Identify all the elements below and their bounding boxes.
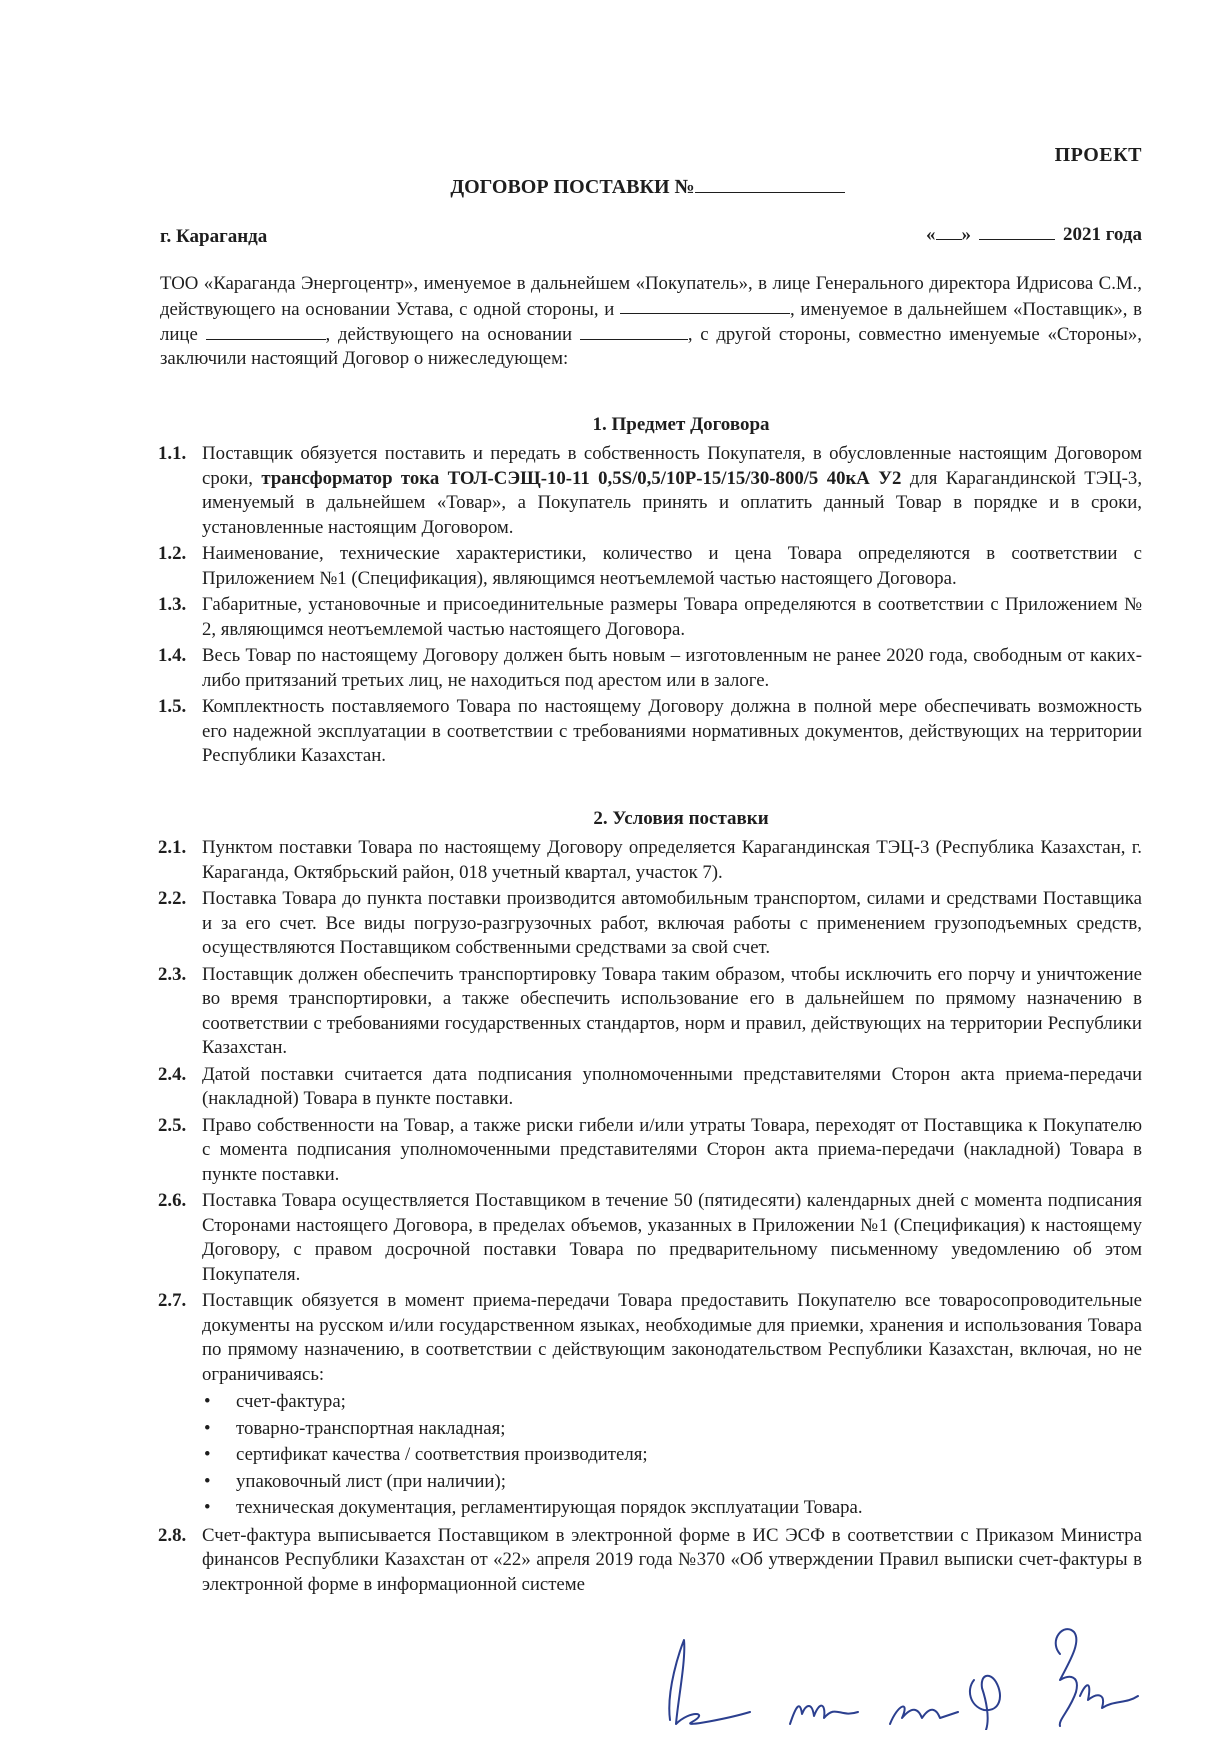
section-subject [160, 414, 1142, 771]
clause-text: Счет-фактура выписывается Поставщиком в электронной форме в ИС ЭСФ в соответствии с Приказом Министра финансов Республики Казахстан от «22» апреля 2019 года №370 «Об утверждении Правил выписки счет-фактуры в электронной форме в информационной системе [202, 1524, 1142, 1595]
contract-date [926, 222, 1142, 246]
clause-number: 1.5. [158, 696, 187, 717]
clause-number: 2.7. [158, 1290, 187, 1311]
contract-number-blank [695, 174, 845, 193]
clause-text: Поставка Товара до пункта поставки производится автомобильным транспортом, силами и средствами Поставщика и за его счет. Все виды погрузо-разгрузочных работ, включая работы с применением грузоподъемных средств, осуществляются Поставщиком собственными средствами за свой счет. [202, 888, 1142, 958]
list-item [160, 1416, 1142, 1443]
clause-number: 2.5. [158, 1114, 187, 1136]
clause-number: 2.6. [158, 1190, 187, 1211]
list-item [160, 1389, 1142, 1416]
preamble-part4: , с другой стороны, совместно именуемые «Стороны», заключили настоящий Договор о нижеследующем: [160, 323, 1142, 370]
clause-number: 1.3. [158, 594, 187, 615]
signature-4 [970, 1676, 1000, 1730]
clause-number: 1.2. [158, 543, 187, 564]
clause-2-8 [160, 1524, 1142, 1598]
clause-text: Поставщик должен обеспечить транспортировку Товара таким образом, чтобы исключить его порчу и уничтожение во время транспортировки, а также обеспечить использование его в дальнейшем по прямому назначению в соответствии с требованиями государственных стандартов, норм и правил, действующих на территории Республики Казахстан. [202, 963, 1142, 1058]
date-open-quote: « [926, 224, 936, 246]
clause-text: Поставщик обязуется поставить и передать в собственность Покупателя, в обусловленные настоящим Договором сроки, [202, 443, 1142, 489]
list-item [160, 1495, 1142, 1522]
signature-1 [669, 1640, 750, 1724]
clause-number: 2.4. [158, 1063, 187, 1085]
representative-blank [206, 322, 326, 340]
bullet-icon: • [204, 1444, 211, 1465]
clause-text-cont: для Карагандинской ТЭЦ-3, именуемый в дальнейшем «Товар», а Покупатель принять и оплатить данный Товар в порядке и в сроки, установленные настоящим Договором. [202, 467, 1143, 538]
section-title: 1. Предмет Договора [592, 414, 770, 435]
clause-1-2 [160, 542, 1142, 591]
clause-2-4 [160, 1063, 1142, 1112]
clause-2-6 [160, 1189, 1142, 1287]
basis-blank [580, 322, 688, 340]
clause-number: 1.4. [158, 645, 187, 666]
bullet-icon: • [204, 1417, 211, 1439]
clause-1-1 [160, 442, 1142, 540]
preamble-part1: ТОО «Караганда Энергоцентр», именуемое в дальнейшем «Покупатель», в лице Генерального директора Идрисова С.М., действующего на основании Устава, с одной стороны, и [160, 273, 1142, 320]
preamble-part3: , действующего на основании [325, 323, 573, 345]
list-item-text: счет-фактура; [236, 1391, 346, 1412]
section-delivery-terms [160, 808, 1142, 1599]
clause-text: Весь Товар по настоящему Договору должен быть новым – изготовленным не ранее 2020 года, свободным от каких-либо притязаний третьих лиц, не находиться под арестом или в залоге. [202, 645, 1142, 691]
date-close-quote: » [961, 224, 972, 246]
clause-text: Габаритные, установочные и присоединительные размеры Товара определяются в соответствии с Приложением № 2, являющимся неотъемлемой частью настоящего Договора. [202, 594, 1142, 640]
clause-1-3 [160, 593, 1142, 642]
supplier-name-blank [620, 297, 790, 315]
product-name: трансформатор тока ТОЛ-СЭЩ-10-11 0,5S/0,5/10Р-15/15/30-800/5 40кА У2 [261, 467, 902, 489]
list-item [160, 1469, 1142, 1496]
list-item-text: техническая документация, регламентирующая порядок эксплуатации Товара. [236, 1497, 863, 1518]
signature-2 [790, 1706, 858, 1724]
clause-2-7 [160, 1289, 1142, 1387]
clause-text: Датой поставки считается дата подписания уполномоченными представителями Сторон акта приема-передачи (накладной) Товара в пункте поставки. [202, 1063, 1142, 1109]
list-item-text: упаковочный лист (при наличии); [236, 1470, 506, 1492]
clause-text: Поставка Товара осуществляется Поставщиком в течение 50 (пятидесяти) календарных дней с момента подписания Сторонами настоящего Договора, в пределах объемов, указанных в Приложении №1 (Спецификация) к настоящему Договору, с правом досрочной поставки Товара по предварительному письменному уведомлению об этом Покупателя. [202, 1190, 1142, 1285]
city-label: г. Караганда [160, 226, 268, 247]
list-item-text: сертификат качества / соответствия производителя; [236, 1444, 648, 1465]
preamble-part2: , именуемое в дальнейшем «Поставщик», в лице [160, 298, 1142, 345]
day-blank [936, 222, 962, 240]
clause-number: 2.8. [158, 1524, 187, 1546]
contract-title [0, 174, 1225, 199]
clause-text: Комплектность поставляемого Товара по настоящему Договору должна в полной мере обеспечивать возможность его надежной эксплуатации в соответствии с требованиями нормативных документов, действующих на территории Республики Казахстан. [202, 696, 1142, 766]
clause-text: Поставщик обязуется в момент приема-передачи Товара предоставить Покупателю все товаросопроводительные документы на русском и/или государственном языках, необходимые для приемки, хранения и использования Товара по прямому назначению, в соответствии с действующим законодательством Республики Казахстан, включая, но не ограничиваясь: [202, 1290, 1142, 1385]
draft-stamp: ПРОЕКТ [1054, 144, 1142, 166]
bullet-icon: • [204, 1391, 211, 1412]
clause-number: 2.2. [158, 888, 187, 909]
bullet-icon: • [204, 1470, 211, 1492]
clause-2-5 [160, 1114, 1142, 1188]
clause-1-5 [160, 695, 1142, 769]
clause-2-3 [160, 963, 1142, 1061]
signature-5 [1056, 1629, 1138, 1726]
contract-title-text: ДОГОВОР ПОСТАВКИ № [450, 176, 695, 198]
list-item [160, 1442, 1142, 1469]
clause-number: 2.3. [158, 963, 187, 985]
signatures-area [640, 1600, 1200, 1730]
clause-text: Наименование, технические характеристики, количество и цена Товара определяются в соответствии с Приложением №1 (Спецификация), являющимся неотъемлемой частью настоящего Договора. [202, 543, 1142, 589]
bullet-icon: • [204, 1497, 211, 1518]
date-year: 2021 года [1063, 224, 1142, 246]
clause-text: Пунктом поставки Товара по настоящему Договору определяется Карагандинская ТЭЦ-3 (Республика Казахстан, г. Караганда, Октябрьский район, 018 учетный квартал, участок 7). [202, 837, 1142, 883]
clause-number: 2.1. [158, 837, 187, 858]
clause-2-2 [160, 887, 1142, 961]
signature-3 [890, 1707, 958, 1724]
clause-text: Право собственности на Товар, а также риски гибели и/или утраты Товара, переходят от Поставщика к Покупателю с момента подписания уполномоченными представителями Сторон акта приема-передачи (накладной) Товара в пункте поставки. [202, 1114, 1142, 1185]
list-item-text: товарно-транспортная накладная; [236, 1417, 506, 1439]
clause-1-4 [160, 644, 1142, 693]
clause-number: 1.1. [158, 443, 187, 464]
section-title: 2. Условия поставки [593, 808, 769, 829]
preamble-paragraph [160, 272, 1142, 372]
documents-list [160, 1389, 1142, 1522]
month-blank [979, 222, 1055, 240]
clause-2-1 [160, 836, 1142, 885]
